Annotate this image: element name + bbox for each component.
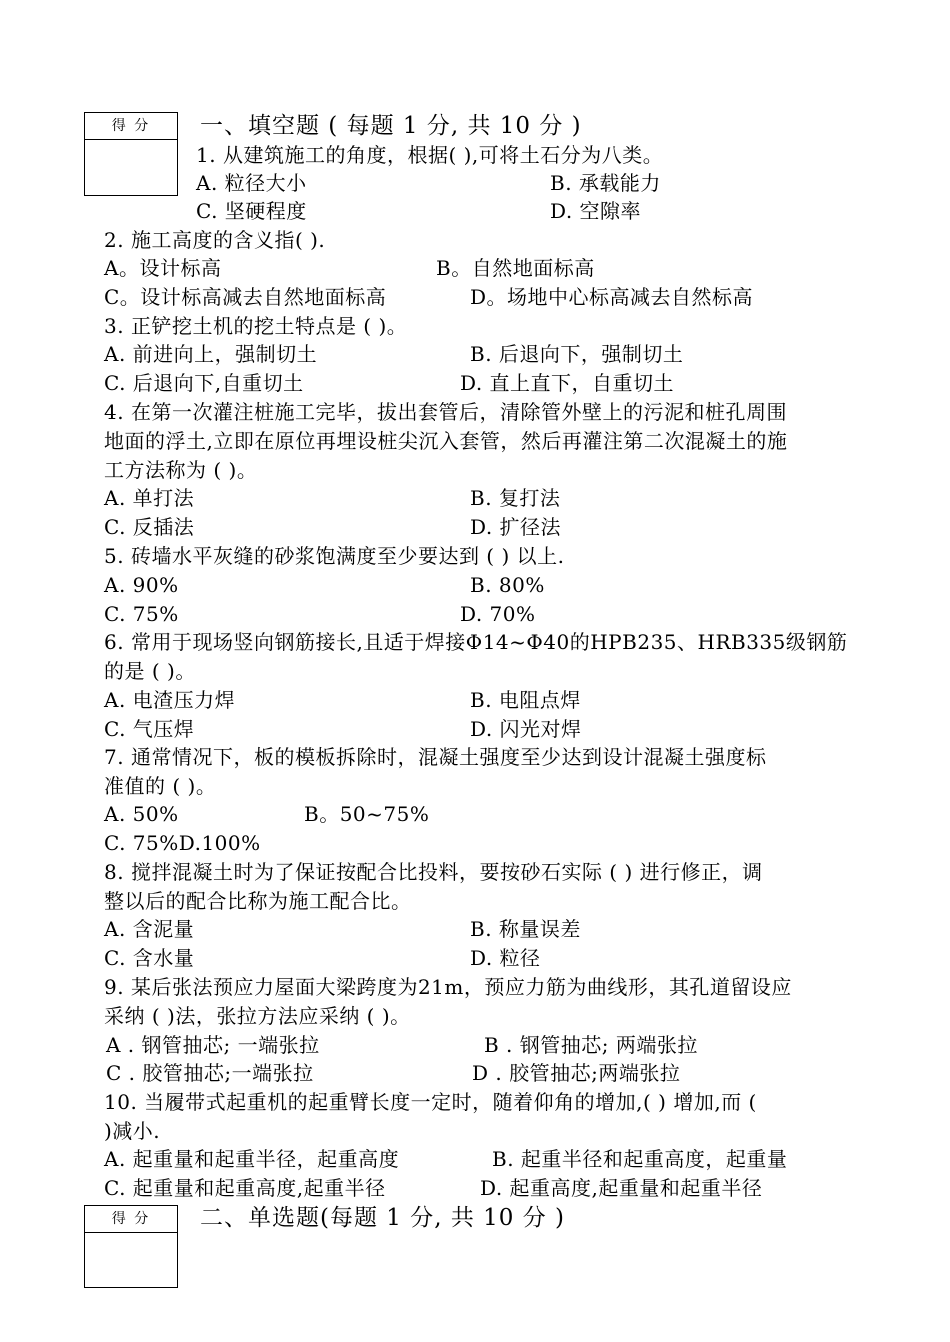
question-3-stem: 3. 正铲挖土机的挖土特点是 ( )。 — [104, 314, 408, 338]
score-box-section-2 — [84, 1205, 178, 1288]
question-10-option-d: D. 起重高度,起重量和起重半径 — [480, 1176, 763, 1200]
question-6-stem-line-2: 的是 ( )。 — [104, 659, 196, 683]
question-6-stem-line-1: 6. 常用于现场竖向钢筋接长,且适于焊接Φ14~Φ40的HPB235、HRB335级钢筋 — [104, 630, 848, 654]
question-2-option-c: C。设计标高减去自然地面标高 — [104, 285, 387, 309]
question-8-option-c: C. 含水量 — [104, 946, 195, 970]
question-2-option-d: D。场地中心标高减去自然标高 — [470, 285, 754, 309]
question-1-option-d: D. 空隙率 — [550, 199, 642, 223]
question-9-stem-line-2: 采纳 ( )法，张拉方法应采纳 ( )。 — [104, 1004, 411, 1028]
question-5-option-c: C. 75% — [104, 602, 179, 626]
question-10-option-a: A. 起重量和起重半径，起重高度 — [104, 1147, 400, 1171]
question-5-option-a: A. 90% — [104, 573, 179, 597]
question-8-stem-line-2: 整以后的配合比称为施工配合比。 — [104, 889, 412, 913]
question-9-option-c: C . 胶管抽芯;一端张拉 — [106, 1061, 314, 1085]
question-2-stem: 2. 施工高度的含义指( ). — [104, 228, 326, 252]
question-6-option-d: D. 闪光对焊 — [470, 717, 582, 741]
question-4-stem-line-3: 工方法称为 ( )。 — [104, 458, 258, 482]
question-4-option-a: A. 单打法 — [104, 486, 195, 510]
question-8-option-d: D. 粒径 — [470, 946, 541, 970]
question-7-option-cd: C. 75%D.100% — [104, 831, 261, 855]
question-7-stem-line-1: 7. 通常情况下，板的模板拆除时，混凝土强度至少达到设计混凝土强度标 — [104, 745, 767, 769]
question-9-option-d: D . 胶管抽芯;两端张拉 — [472, 1061, 681, 1085]
question-4-option-c: C. 反插法 — [104, 515, 195, 539]
question-1-option-c: C. 坚硬程度 — [196, 199, 307, 223]
question-4-option-b: B. 复打法 — [470, 486, 561, 510]
question-10-option-c: C. 起重量和起重高度,起重半径 — [104, 1176, 386, 1200]
question-3-option-a: A. 前进向上，强制切土 — [104, 342, 318, 366]
question-9-option-a: A . 钢管抽芯; 一端张拉 — [106, 1033, 320, 1057]
score-box-section-1 — [84, 112, 178, 196]
question-8-option-b: B. 称量误差 — [470, 917, 581, 941]
question-10-option-b: B. 起重半径和起重高度，起重量 — [492, 1147, 788, 1171]
question-3-option-c: C. 后退向下,自重切土 — [104, 371, 304, 395]
question-4-stem-line-2: 地面的浮土,立即在原位再埋设桩尖沉入套管，然后再灌注第二次混凝土的施 — [104, 429, 788, 453]
question-9-stem-line-1: 9. 某后张法预应力屋面大梁跨度为21m，预应力筋为曲线形，其孔道留设应 — [104, 975, 792, 999]
question-7-option-b: B。50~75% — [304, 802, 430, 826]
question-10-stem-line-1: 10. 当履带式起重机的起重臂长度一定时，随着仰角的增加,( ) 增加,而 ( — [104, 1090, 757, 1114]
question-1-option-b: B. 承载能力 — [550, 171, 661, 195]
question-5-option-b: B. 80% — [470, 573, 545, 597]
question-2-option-a: A。设计标高 — [104, 256, 222, 280]
question-6-option-c: C. 气压焊 — [104, 717, 195, 741]
question-1-stem: 1. 从建筑施工的角度，根据( ),可将土石分为八类。 — [196, 143, 664, 167]
score-label: 得 分 — [85, 113, 177, 140]
question-6-option-b: B. 电阻点焊 — [470, 688, 581, 712]
question-7-stem-line-2: 准值的 ( )。 — [104, 774, 217, 798]
section-title-fill-in: 一、填空题 ( 每题 1 分, 共 10 分 ) — [200, 113, 582, 139]
question-7-option-a: A. 50% — [104, 802, 179, 826]
question-6-option-a: A. 电渣压力焊 — [104, 688, 236, 712]
question-4-option-d: D. 扩径法 — [470, 515, 562, 539]
question-4-stem-line-1: 4. 在第一次灌注桩施工完毕，拔出套管后，清除管外壁上的污泥和桩孔周围 — [104, 400, 787, 424]
question-9-option-b: B . 钢管抽芯; 两端张拉 — [484, 1033, 698, 1057]
section-title-single-choice: 二、单选题(每题 1 分, 共 10 分 ) — [200, 1205, 566, 1231]
question-5-stem: 5. 砖墙水平灰缝的砂浆饱满度至少要达到 ( ) 以上. — [104, 544, 565, 568]
question-8-option-a: A. 含泥量 — [104, 917, 195, 941]
question-3-option-b: B. 后退向下，强制切土 — [470, 342, 684, 366]
question-8-stem-line-1: 8. 搅拌混凝土时为了保证按配合比投料，要按砂石实际 ( ) 进行修正，调 — [104, 860, 763, 884]
question-2-option-b: B。自然地面标高 — [436, 256, 595, 280]
question-5-option-d: D. 70% — [460, 602, 536, 626]
question-10-stem-line-2: )减小. — [104, 1119, 161, 1143]
question-1-option-a: A. 粒径大小 — [196, 171, 307, 195]
question-3-option-d: D. 直上直下，自重切土 — [460, 371, 675, 395]
score-label: 得 分 — [85, 1206, 177, 1233]
